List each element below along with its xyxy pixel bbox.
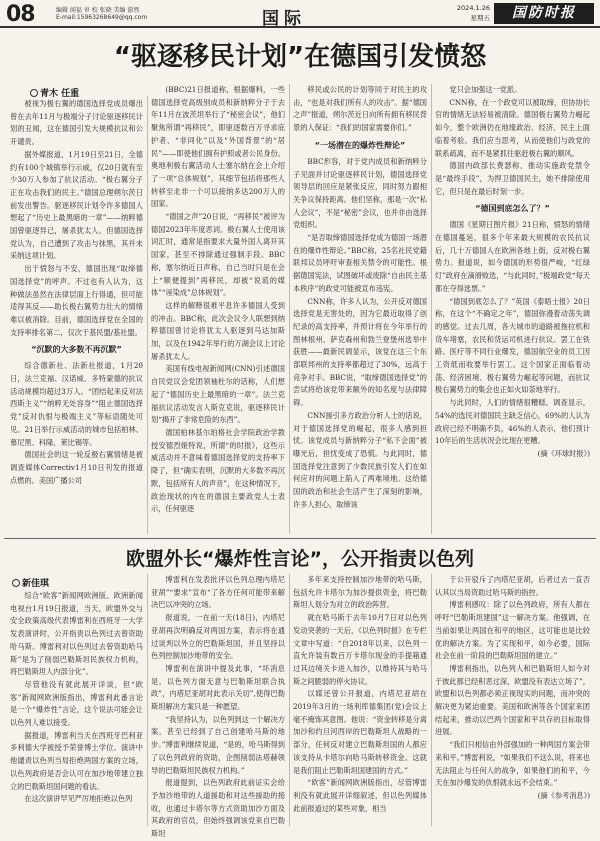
paragraph: CNN援引多方政治分析人士的话说，对于德国选择党的崛起，很多人感到担忧。该党成员与新纳粹分子“私下会面”被曝光后，担忧变成了恐慌。与此同时，德国选择党注意到了少数民族引发人们在如何应对的问题上陷入了两难境地。这给德国的政治和社会生活产生了深刻的影响，许多人担心，取缔该: [293, 410, 427, 509]
article2-author: 新佳琪: [22, 579, 50, 589]
byline-marker-icon: [12, 579, 20, 587]
email-line: E-mail:15963268649@qq.com: [56, 14, 148, 21]
paragraph: “德国到底怎么了？”英国《泰晤士报》20日称，在这个“不确定之年”，德国弥漫着动荡失调的感觉。过去几周，各大城市的道路被拖拉机和货车堵塞，农民和货运司机进行抗议。罢工在铁路、医疗等不同行业爆发，德国航空业的员工因工资低而收要举行罢工。这个国家正面临着动荡、经济困境、极右翼势力崛起等问题，而抗议极右翼势力的集会也正如火如荼地举行。: [435, 296, 590, 395]
page-number: 08: [6, 2, 35, 27]
paragraph: 报道说，一在前一天(18日)，内塔尼亚胡再次明确反对两国方案，表示将在通过谈判以外立的巴勒斯坦国，并且坚持以色列控制加沙地带的安全。: [151, 613, 285, 661]
paragraph: “我们只相信由外部强加的一种两国方案会带来和平。”博雷利说，“如果我们不这么说，将来也无法阻止与任何人的战争，如果他们的和平，今天在加沙爆发的仇恨就永远不会结束。”: [435, 740, 590, 788]
paragraph: 博雷利在演讲中提及此事，“坏消息是，以色列方面无意与巴勒斯坦联合执政”，内塔尼亚胡对此表示关切”,使得巴勒斯坦解决方案只是一种愿望。: [151, 663, 285, 712]
article1-column-3: [293, 84, 427, 534]
paragraph: 这样的解释很难平息许多德国人受到的冲击。BBC称，此次会议令人联想到纳粹德国曾讨论将犹太人驱逐到马达加斯加，以及在1942年举行的万湖会议上讨论屠杀犹太人。: [151, 300, 285, 361]
paragraph: (BBC)21日报道称，根据爆料，一些德国选择党高级别成员和新纳粹分子于去年11月在波茨坦举行了“秘密会议”，他们聚焦所谓“再移民”，即驱逐数百万寻求庇护者、“非同化”以及“外国背景”的“居民”——即使他们拥有护照或者公民身份。奥地利极右翼活动人士塞尔纳在会上介绍了一项“总体规划”，其细节包括将那些人转移至北非一个可以接纳多达200万人的国家。: [151, 85, 285, 209]
article1-author: 青木 任重: [40, 89, 80, 99]
article1-column-1: [10, 98, 143, 533]
article1-subheading-3: “德国到底怎么了？”: [475, 204, 550, 214]
paragraph: “我坚持认为，以色列到这一个解决方案，甚至已经到了自己创建哈马斯的地步。”博雷利继续说道，“是的，哈马斯得到了以色列政府的资助，企图削弱法塔赫领导的巴勒斯坦民族权力机构。”: [151, 714, 285, 775]
paragraph: 综合德新社、法新社报道，1月20日，法兰克福、汉诺威、多特蒙德的抗议活动规模均超过3万人。“团结起来反对法西斯主义”“纳粹无处容身”“阻止德国选择党”反对仇恨与极端主义”等标语随处可见。21日举行示威活动的城市包括柏林、慕尼黑、科隆、莱比锡等。: [10, 361, 143, 447]
paragraph: 就在哈马斯于去年10月7日对以色列发动突袭的一天后，《以色列时报》在专栏文章中写道：“自2018年以来，以色列一直允许装有数百万卡塔尔现金的手提箱通过其边境关卡进入加沙，以维持其与哈马斯之间脆弱的停火协议。: [293, 613, 427, 686]
article2-column-3: [293, 574, 427, 826]
paragraph: 德国社会的这一轮反极右翼情绪是被调查媒体Correctiv1月10日刊发的报道点燃的。美国广播公司: [10, 450, 143, 485]
paragraph: 博雷利在发表批评以色列总理内塔尼亚胡”“要求”宣布“了各方任何可能带来解决巴以冲突的立场。: [151, 575, 285, 610]
column-divider: [431, 574, 432, 826]
paragraph: 移民或公民的计划等同于对民主的攻击，“也是对我们所有人的攻击”。据“德国之声”报道，朔尔茨近日向所有拥有移民背景的人保证：“我们的国家需要你们。”: [293, 85, 427, 133]
paragraph: 于公开驳斥了内塔尼亚胡，后者过去一直否认其以当局资助过哈马斯的指控。: [435, 575, 590, 597]
issue-weekday: 星期五: [470, 14, 490, 22]
article1-subheading-1: “沉默的大多数不再沉默”: [31, 345, 122, 355]
article2-title: 欧盟外长“爆炸性言论”，公开指责以色列: [126, 548, 474, 570]
column-divider: [147, 96, 148, 534]
paragraph: 德国内政部长费瑟称，推动实施政党禁令是“最终手段”，为捍卫德国民主，她不排除使用它，但只是在最后时刻一步。: [435, 161, 590, 196]
paragraph: 多年来支持控制加沙地带的哈马斯，包括允许卡塔尔为加沙提供资金，将巴勒斯坦人划分为对立的政治阵营。: [293, 575, 427, 610]
article2-byline: [12, 576, 49, 589]
paragraph: 据外媒报道，1月19日至21日，全德约有100个城镇举行示威，仅20日就有至少30万人参加了抗议活动。“极右翼分子正在攻击我们的民主。”德国总理朔尔茨日前发出警告。驱逐移民计划令许多德国人想起了“历史上最黑暗的一章”——纳粹德国曾驱逐异己，屠杀犹太人。但德国选择党认为，自己遭到了攻击与抹黑，其并未采纳这项计划。: [10, 149, 143, 261]
column-divider: [431, 84, 432, 534]
staff-line: 编辑 闻福 审 校 张晓 美编 游然: [56, 7, 140, 14]
paragraph: 博雷利感叹：除了以色列政府，所有人都在呼吁“巴勒斯坦建国”这一解决方案。他强调，在当前如果让两国在和平的地区，这可能也是比较优的解决方案。为了实现和平，如今必要，国际社会在前一阶段的巴勒斯坦国的建立。”: [435, 600, 590, 661]
paragraph: 尽管他没有就此展开详谈，但“欧客”新闻网欧洲版指出，博雷利此番言论是一个“爆炸性”言论，这个说法可能会让以色列人难以接受。: [10, 679, 143, 728]
masthead-logo: 国防时报: [494, 3, 594, 24]
paragraph: “欧客”新闻网欧洲版指出，尽管博雷利没有就此展开详细叙述，但以色列媒体此前报道过的某些对象，相当: [293, 778, 427, 813]
section-title: 国际: [262, 9, 306, 29]
article1-source: (摘《环球时报》): [537, 448, 590, 458]
paragraph: 以媒还曾公开报道，内塔尼亚胡在2019年3月的一场利库德集团(党)会议上毫不掩饰其意图。他说：“资金转移是分离加沙和约旦河西岸的巴勒斯坦人战略的一部分，任何反对建立巴勒斯坦国的人都应该支持从卡塔尔向哈马斯转移资金。这就是我们阻止巴勒斯坦国建国的方式。”: [293, 689, 427, 775]
date-box: [420, 3, 490, 23]
issue-date: 2024.1.26: [456, 4, 490, 12]
paragraph: CNN称，在一个政党可以被取缔，但协协长官的情绪无法轻易被清除。德国极右翼势力崛起如今，整个欧洲仍在地缘政治、经济、民主上面临着考验。我们应当思考，从而使他们与政党的联系疏离，而不是紧抓往驱赶极右翼的顺风。: [435, 97, 590, 158]
article1-column-4: [435, 84, 590, 534]
article2-column-2: [151, 574, 285, 839]
article2-column-1: [10, 590, 143, 826]
paragraph: 党只会加强这一党派。: [449, 85, 522, 94]
paragraph: CNN称，许多人认为，公开反对德国选择党是无害处的，因为它最近取得了创纪录的高支持率，并预计将在今年举行的图林根州、萨克森州和勃兰登堡州选举中获胜——最新民调显示，该党在这三个东部联邦州的支持率都超过了30%，远高于竞争对手。BBC说，“取缔德国选择党”的尝试将给该党带来额外的知名度与法律障碍。: [293, 296, 427, 408]
article1-subheading-2: “一场潜在的爆炸性辩论”: [314, 140, 406, 150]
paragraph: 综合“欧客”新闻网欧洲版、欧洲新闻电视台1月19日报道，当天，欧盟外交与安全政策高级代表博雷利在西班牙一大学发表演讲时，公开指责以色列过去曾资助哈马斯。博雷利对以色列过去曾资助哈马斯”是为了削弱巴勒斯坦民族权力机构，将巴勒斯坦人内部分化”。: [10, 591, 143, 677]
column-divider: [147, 574, 148, 826]
paragraph: 德国《星期日图片报》21日称，愤怒的情绪在德国蔓延，很多个年来最大规模的农民抗议后，几十万德国人在欧洲各地上街，反对极右翼势力。报道说，如今德国的形势很严峻，“红绿灯”政府在滴滑败选，“与此同时，”极端政党“每天都在夺得选票。”: [435, 220, 590, 293]
page-header: [0, 0, 600, 28]
paragraph: BBC形容，对于党内成员和新纳粹分子见面并讨论驱逐移民计划，德国选择党领导层的回应是紧张反应，同时努力跟相关争议保持距离。他们坚称，那是一次“私人会议”，不是“秘密”会议，也并非由选择党组织。: [293, 156, 427, 230]
column-divider: [289, 574, 290, 826]
article1-column-2: [151, 84, 285, 534]
paragraph: 被视为极右翼的德国选择党成员爆出曾在去年11月与极端分子讨论驱逐移民计划的丑闻，这在德国引发大规模抗议和公开谴责。: [10, 99, 143, 147]
paragraph: “德国之声”20日说，“再移民”被评为德国2023年年度恶词。极右翼人士使用该词汇时，通常是指要求大量外国人离开其国家，甚至不排除通过强制手段。BBC称，塞尔纳近日声称，自己当时只是在会上“顺便提到”再移民，却被“说谎的媒体”“诬染成”总体规划”。: [151, 212, 285, 298]
column-divider: [289, 84, 290, 534]
article1-title: “驱逐移民计划”在德国引发愤怒: [113, 42, 487, 72]
paragraph: “是否取缔德国选择党成为德国一场潜在的爆炸性辩论。”BBC称，25名社民党籍联邦议员呼吁审查相关禁令的可能性。根据德国宪法，试图破坏或废除“自由民主基本秩序”的政党可能被宣布违宪。: [293, 233, 427, 293]
article2-source: (摘《参考消息》): [537, 790, 590, 800]
paragraph: 报道提到，以色列政府此前证实会给予加沙地带的人道援助和对这些援助的接收，也通过卡塔尔等方式资助加沙方面及其政府的官员，但始终强调该党来自巴勒斯坦: [151, 778, 285, 839]
paragraph: 据报道，博雷利当天在西班牙巴利亚多利德大学被授予荣誉博士学位。演讲中他谴责以色列当局拒绝两国方案的立场，以色列政府是否会认可在加沙地带建立独立的巴勒斯坦国问题的看法。: [10, 730, 143, 791]
paragraph: 德国柏林基尔珀格社会学院政治学教授安德烈娅特说，所谓“的时报》，这些示威活动并不意味着德国选择党的支持率下降了，但“确实表明，沉默的大多数不再沉默，包括所有人的声音”，在这种情况下，政治现状的内在的德国主要政党人士表示，任何驱逐: [151, 427, 285, 514]
paragraph: 与此同时，人们的情绪很糟糕。调查显示，54%的选民对德国民主缺乏信心，69%的人认为政府已经不明确不负，46%的人表示，他们预计10年后的生活状况会比现在更糟。: [435, 398, 590, 446]
paragraph: 博雷利指出，以色列人和巴勒斯坦人如今对于彼此都已经积恶过深，欧盟没有表达立场了”，欧盟和以色列都必须正视现实的问题，而冲突的解决更为紧迫重要。美国和欧洲等各个国家来团结起来，推动以巴两个国家和平共存的目标取得进展。: [435, 663, 590, 737]
article2-column-4: [435, 574, 590, 826]
paragraph: 出于愤怒与不安，德国出现“取缔德国选择党”的呼声。不过也有人认为，这种做法虽然在法律层面上行得通，但可能适得其反——助长极右翼势力壮大的情绪难以被消除。目前，德国选择党在全国的支持率排名第二，仅次于基民盟/基社盟。: [10, 264, 143, 337]
paragraph: 美国有线电视新闻网(CNN)引述德国自民党议会党团领袖杜尔的话称，人们想起了“德国历史上最黑暗的一章”。法兰克福抗议活动发言人斯克克说，驱逐移民计划“揭开了非常危险的东西”。: [151, 364, 285, 425]
article-separator: [4, 538, 596, 539]
paragraph: 在这次演讲罕见严厉地拒绝以色列: [24, 794, 133, 804]
byline-marker-icon: [30, 89, 38, 97]
